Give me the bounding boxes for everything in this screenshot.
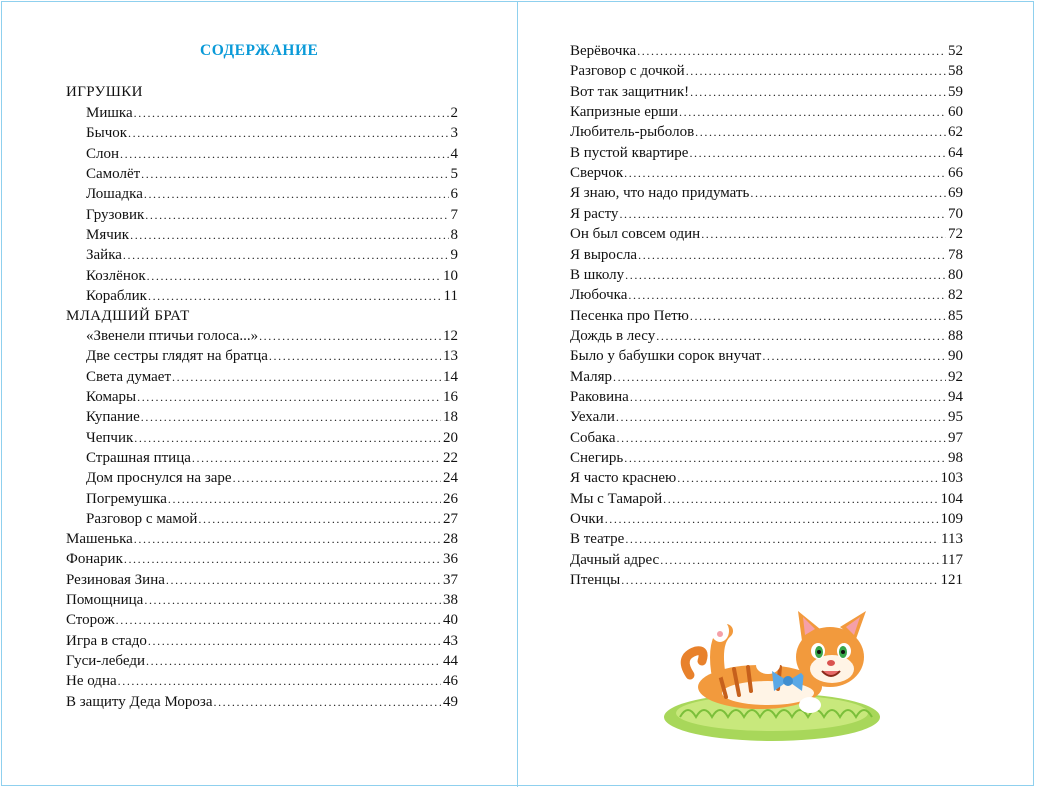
entry-page-number: 49 — [443, 693, 458, 710]
entry-title: Фонарик — [66, 551, 123, 568]
dot-leader — [613, 367, 946, 387]
dot-leader — [630, 387, 946, 407]
dot-leader — [144, 590, 441, 610]
dot-leader — [118, 671, 441, 691]
dot-leader — [130, 225, 448, 245]
rest-entry — [66, 651, 458, 671]
entry-page-number: 97 — [948, 429, 963, 446]
right-entry — [570, 468, 963, 488]
entry-page-number: 2 — [450, 105, 458, 121]
entry-title: Кораблик — [86, 288, 147, 305]
entry-page-number: 58 — [948, 63, 963, 80]
toys-entry — [86, 123, 458, 143]
dot-leader — [148, 631, 441, 651]
toys-entry — [86, 103, 458, 123]
brother-entry — [86, 367, 458, 387]
right-entry — [570, 570, 963, 590]
entry-page-number: 22 — [443, 450, 458, 467]
entry-title: Птенцы — [570, 572, 621, 589]
right-entry — [570, 326, 963, 346]
entry-title: Грузовик — [86, 206, 145, 223]
toys-entry — [86, 144, 458, 164]
right-entry — [570, 265, 963, 285]
entry-title: Лошадка — [86, 186, 143, 203]
right-entry — [570, 204, 963, 224]
brother-entry — [86, 387, 458, 407]
right-entry — [570, 489, 963, 509]
brother-entry — [86, 489, 458, 509]
entry-title: Резиновая Зина — [66, 571, 165, 588]
entry-title: Дом проснулся на заре — [86, 470, 232, 487]
entry-page-number: 117 — [941, 551, 963, 568]
entry-title: Я знаю, что надо придумать — [570, 185, 750, 202]
dot-leader — [123, 245, 449, 265]
dot-leader — [166, 570, 441, 590]
dot-leader — [690, 306, 946, 326]
dot-leader — [144, 184, 449, 204]
dot-leader — [259, 326, 441, 346]
dot-leader — [750, 183, 946, 203]
entry-page-number: 70 — [948, 205, 963, 222]
entry-title: Собака — [570, 429, 616, 446]
entry-page-number: 60 — [948, 104, 963, 121]
entry-page-number: 13 — [443, 348, 458, 365]
entry-page-number: 14 — [443, 368, 458, 385]
entry-title: Разговор с дочкой — [570, 63, 685, 80]
dot-leader — [192, 448, 441, 468]
entry-page-number: 18 — [443, 409, 458, 426]
brother-entry — [86, 407, 458, 427]
entry-title: Маляр — [570, 368, 613, 385]
right-entry — [570, 183, 963, 203]
entry-page-number: 62 — [948, 124, 963, 141]
dot-leader — [120, 144, 448, 164]
entry-page-number: 46 — [443, 673, 458, 690]
right-entry — [570, 529, 963, 549]
dot-leader — [686, 61, 946, 81]
right-entry — [570, 387, 963, 407]
dot-leader — [689, 143, 946, 163]
entry-page-number: 109 — [940, 511, 963, 528]
entry-title: Страшная птица — [86, 450, 191, 467]
entry-title: Любитель-рыболов — [570, 124, 695, 141]
entry-page-number: 104 — [940, 490, 963, 507]
entry-title: Не одна — [66, 673, 117, 690]
entry-page-number: 8 — [450, 227, 458, 244]
cat-illustration — [660, 605, 885, 745]
right-entry — [570, 163, 963, 183]
entry-title: Помощница — [66, 592, 144, 609]
right-entry — [570, 82, 963, 102]
dot-leader — [116, 610, 441, 630]
entry-page-number: 82 — [948, 287, 963, 304]
entry-page-number: 24 — [443, 470, 458, 487]
entry-title: Бычок — [86, 125, 128, 142]
rest-entry — [66, 692, 458, 712]
right-entry — [570, 306, 963, 326]
entry-page-number: 92 — [948, 368, 963, 385]
entry-title: В пустой квартире — [570, 144, 689, 161]
entry-title: Он был совсем один — [570, 226, 701, 243]
entry-page-number: 3 — [450, 125, 458, 142]
dot-leader — [269, 346, 441, 366]
dot-leader — [628, 285, 946, 305]
dot-leader — [172, 367, 441, 387]
entry-title: Разговор с мамой — [86, 511, 198, 528]
entry-page-number: 113 — [941, 531, 963, 548]
right-entry — [570, 61, 963, 81]
brother-entry — [86, 468, 458, 488]
entry-page-number: 64 — [948, 144, 963, 161]
toys-entry — [86, 205, 458, 225]
entry-page-number: 12 — [443, 328, 458, 344]
dot-leader — [762, 346, 946, 366]
right-entry — [570, 285, 963, 305]
entry-page-number: 88 — [948, 327, 963, 344]
entry-title: Машенька — [66, 531, 133, 547]
dot-leader — [616, 407, 946, 427]
brother-entry — [86, 509, 458, 529]
entry-title: Сверчок — [570, 165, 624, 182]
entry-page-number: 90 — [948, 348, 963, 365]
rest-entry — [66, 529, 458, 549]
contents-heading: СОДЕРЖАНИЕ — [200, 42, 319, 59]
entry-title: Самолёт — [86, 166, 141, 183]
entry-title: Вот так защитник! — [570, 83, 690, 100]
dot-leader — [134, 428, 441, 448]
entry-page-number: 103 — [940, 470, 963, 487]
entry-page-number: 43 — [443, 632, 458, 649]
right-entry — [570, 428, 963, 448]
toys-entry — [86, 266, 458, 286]
section-heading-brother: МЛАДШИЙ БРАТ — [66, 308, 190, 324]
toys-entry — [86, 225, 458, 245]
right-entry — [570, 509, 963, 529]
toys-entry — [86, 164, 458, 184]
entry-title: Дачный адрес — [570, 551, 660, 568]
right-entry — [570, 224, 963, 244]
dot-leader — [137, 387, 441, 407]
entry-title: Сторож — [66, 612, 115, 629]
entry-title: Уехали — [570, 409, 615, 426]
dot-leader — [679, 102, 946, 122]
entry-page-number: 59 — [948, 83, 963, 100]
dot-leader — [619, 204, 946, 224]
dot-leader — [624, 448, 946, 468]
brother-entry — [86, 346, 458, 366]
right-entry — [570, 41, 963, 61]
entry-page-number: 85 — [948, 307, 963, 324]
entry-title: Капризные ерши — [570, 104, 678, 121]
entry-page-number: 36 — [443, 551, 458, 568]
page-gutter — [517, 1, 518, 787]
dot-leader — [677, 468, 938, 488]
dot-leader — [695, 122, 946, 142]
dot-leader — [624, 163, 946, 183]
dot-leader — [638, 245, 946, 265]
brother-entry — [86, 448, 458, 468]
entry-title: Любочка — [570, 287, 628, 304]
entry-page-number: 11 — [443, 288, 458, 305]
entry-title: Дождь в лесу — [570, 327, 656, 344]
entry-page-number: 38 — [443, 592, 458, 609]
entry-title: Снегирь — [570, 450, 624, 466]
dot-leader — [148, 286, 442, 306]
entry-title: Две сестры глядят на братца — [86, 348, 268, 365]
dot-leader — [141, 164, 448, 184]
entry-page-number: 95 — [948, 409, 963, 426]
entry-title: В театре — [570, 531, 625, 548]
dot-leader — [213, 692, 441, 712]
entry-page-number: 121 — [940, 572, 963, 589]
dot-leader — [660, 550, 939, 570]
entry-title: Мячик — [86, 227, 130, 244]
dot-leader — [621, 570, 938, 590]
entry-page-number: 9 — [450, 247, 458, 264]
dot-leader — [605, 509, 939, 529]
entry-title: Зайка — [86, 247, 122, 264]
dot-leader — [128, 123, 448, 143]
dot-leader — [625, 529, 939, 549]
entry-title: Погремушка — [86, 490, 167, 507]
entry-title: Мишка — [86, 105, 133, 121]
dot-leader — [690, 82, 946, 102]
entry-page-number: 28 — [443, 531, 458, 547]
rest-entry — [66, 590, 458, 610]
entry-page-number: 80 — [948, 266, 963, 283]
toys-entry — [86, 245, 458, 265]
entry-title: Раковина — [570, 388, 629, 405]
right-entry — [570, 102, 963, 122]
entry-page-number: 98 — [948, 450, 963, 466]
entry-page-number: 20 — [443, 429, 458, 446]
entry-title: Света думает — [86, 368, 171, 385]
entry-title: Слон — [86, 145, 120, 162]
right-entry — [570, 367, 963, 387]
right-entry — [570, 448, 963, 468]
entry-title: Я расту — [570, 205, 619, 222]
entry-title: Было у бабушки сорок внучат — [570, 348, 762, 365]
dot-leader — [701, 224, 946, 244]
entry-page-number: 16 — [443, 389, 458, 406]
entry-title: Комары — [86, 389, 137, 406]
entry-title: Мы с Тамарой — [570, 490, 663, 507]
entry-page-number: 69 — [948, 185, 963, 202]
entry-page-number: 6 — [450, 186, 458, 203]
right-entry — [570, 122, 963, 142]
entry-page-number: 72 — [948, 226, 963, 243]
entry-page-number: 78 — [948, 246, 963, 263]
entry-page-number: 4 — [450, 145, 458, 162]
right-entry — [570, 550, 963, 570]
entry-page-number: 94 — [948, 388, 963, 405]
dot-leader — [147, 266, 441, 286]
dot-leader — [198, 509, 441, 529]
entry-title: Игра в стадо — [66, 632, 147, 649]
entry-title: Я выросла — [570, 246, 638, 263]
dot-leader — [145, 205, 448, 225]
dot-leader — [141, 407, 441, 427]
entry-title: Песенка про Петю — [570, 307, 689, 324]
rest-entry — [66, 570, 458, 590]
entry-title: Чепчик — [86, 429, 134, 446]
dot-leader — [134, 103, 449, 123]
entry-title: В защиту Деда Мороза — [66, 693, 213, 710]
rest-entry — [66, 610, 458, 630]
dot-leader — [637, 41, 946, 61]
dot-leader — [146, 651, 441, 671]
rest-entry — [66, 631, 458, 651]
dot-leader — [625, 265, 946, 285]
entry-title: Гуси-лебеди — [66, 653, 145, 670]
entry-page-number: 27 — [443, 511, 458, 528]
right-entry — [570, 143, 963, 163]
entry-page-number: 37 — [443, 571, 458, 588]
entry-page-number: 44 — [443, 653, 458, 670]
dot-leader — [656, 326, 946, 346]
dot-leader — [233, 468, 441, 488]
brother-entry — [86, 428, 458, 448]
rest-entry — [66, 671, 458, 691]
toys-entry — [86, 286, 458, 306]
right-entry — [570, 407, 963, 427]
dot-leader — [124, 549, 441, 569]
entry-title: «Звенели птичьи голоса...» — [86, 328, 259, 344]
entry-title: Козлёнок — [86, 267, 146, 284]
entry-page-number: 52 — [948, 43, 963, 59]
toys-entry — [86, 184, 458, 204]
dot-leader — [168, 489, 441, 509]
entry-title: Верёвочка — [570, 43, 637, 59]
entry-page-number: 40 — [443, 612, 458, 629]
entry-title: Я часто краснею — [570, 470, 677, 487]
entry-title: Очки — [570, 511, 604, 528]
entry-title: Купание — [86, 409, 140, 426]
dot-leader — [617, 428, 946, 448]
section-heading-toys: ИГРУШКИ — [66, 84, 143, 100]
entry-page-number: 10 — [443, 267, 458, 284]
entry-page-number: 66 — [948, 165, 963, 182]
brother-entry — [86, 326, 458, 346]
entry-title: В школу — [570, 266, 625, 283]
right-entry — [570, 346, 963, 366]
right-entry — [570, 245, 963, 265]
entry-page-number: 26 — [443, 490, 458, 507]
dot-leader — [134, 529, 441, 549]
dot-leader — [663, 489, 938, 509]
rest-entry — [66, 549, 458, 569]
entry-page-number: 7 — [450, 206, 458, 223]
entry-page-number: 5 — [450, 166, 458, 183]
